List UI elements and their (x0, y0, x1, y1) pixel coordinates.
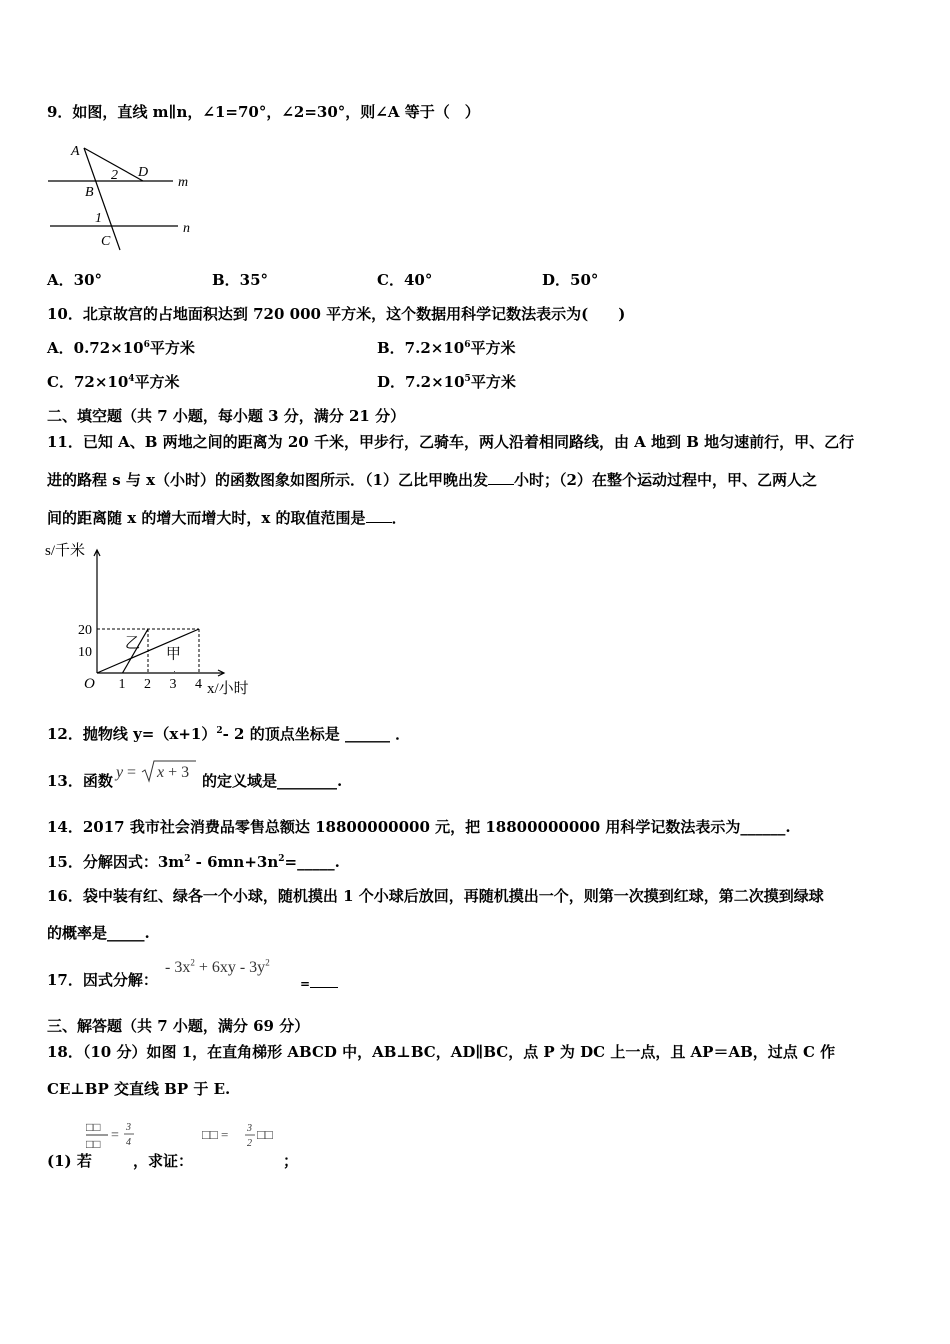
frac1-rhs-numerator: 3 (126, 1122, 131, 1133)
q16-line-2: 的概率是_____. (47, 924, 150, 942)
q18-line-1: 18．（10 分）如图 1，在直角梯形 ABCD 中，AB⊥BC，AD∥BC，点 P 为 DC 上一点，且 AP＝AB，过点 C 作 (47, 1043, 836, 1061)
q14-text: 14．2017 我市社会消费品零售总额达 18800000000 元，把 18800000000 用科学记数法表示为______. (47, 818, 791, 836)
q11-line-3: 间的距离随 x 的增大而增大时，x 的取值范围是 ． (47, 509, 407, 527)
q11-chart (40, 538, 270, 708)
label-d: D (138, 165, 149, 180)
x-tick-label-3: 3 (169, 677, 177, 692)
q18-fraction-claim (200, 1120, 290, 1150)
q10-option-d: D．$7.2\times 10^5$平方米 (377, 373, 516, 391)
q10-stem: 10．北京故宫的占地面积达到 720 000 平方米，这个数据用科学记数法表示为( ) (47, 305, 626, 323)
x-tick-label-2: 2 (144, 677, 151, 692)
series-label-jia: 甲 (165, 646, 181, 663)
x-tick-label-1: 1 (118, 677, 126, 692)
q11-line-2: 进的路程 s 与 x（小时）的函数图象如图所示．（1）乙比甲晚出发 小时；（2）在整个运动过程中，甲、乙两人之 (47, 471, 817, 489)
q11-line-1: 11．已知 A、B 两地之间的距离为 20 千米，甲步行，乙骑车，两人沿着相同路线，由 A 地到 B 地匀速前行，甲、乙行 (47, 433, 855, 451)
frac1-rhs-denominator: 4 (126, 1137, 131, 1148)
q17-formula: - $3x^2 + 6xy - 3y^2$ (165, 957, 270, 976)
q17-prefix: 17．因式分解： (47, 971, 158, 989)
q18-fraction-condition (84, 1118, 144, 1152)
origin-label: O (84, 676, 95, 692)
label-n: n (183, 221, 190, 236)
q12-text: 12．抛物线 $y=(x+1)^2-$ 2 的顶点坐标是 ______ ． (47, 725, 411, 743)
q18-part1-a: (1) 若 (47, 1152, 92, 1170)
section-3-heading: 三、解答题（共 7 小题，满分 69 分） (47, 1017, 310, 1035)
label-2: 2 (111, 168, 118, 183)
label-a: A (71, 144, 80, 159)
y-axis-label: s/千米 (45, 543, 86, 559)
q18-part1-b: ，求证： (133, 1152, 194, 1170)
q10-option-c: C．$72\times 10^4$平方米 (47, 373, 180, 391)
q13-formula-radicand: x + 3 (157, 764, 190, 781)
label-1: 1 (95, 211, 102, 226)
q13-formula-lhs: y (116, 764, 124, 781)
svg-text:=: = (111, 1128, 119, 1143)
q9-option-c: C．40° (377, 271, 433, 289)
q9-option-d: D．50° (542, 271, 599, 289)
q13-prefix: 13．函数 (47, 772, 113, 790)
y-tick-label-10: 10 (78, 645, 92, 660)
frac1-numerator: □□ (86, 1120, 101, 1134)
label-c: C (101, 234, 111, 249)
q9-option-a: A．30° (47, 271, 103, 289)
q15-text: 15．分解因式：$3m^2$ - $6mn+3n^2=\_\_\_\_\_$. (47, 853, 340, 871)
x-axis-label: x/小时 (207, 681, 249, 697)
series-label-yi: 乙 (125, 635, 141, 652)
q13-suffix: 的定义域是________. (202, 772, 343, 790)
frac2-rhs: □□ (257, 1127, 273, 1142)
frac2-lhs: □□ = (202, 1127, 229, 1142)
q9-figure (40, 138, 210, 253)
q13-formula-eq: = (127, 764, 137, 781)
label-b: B (85, 185, 94, 200)
q10-option-b: B．$7.2\times 10^6$平方米 (377, 339, 516, 357)
q13-formula (116, 758, 202, 784)
frac2-numerator: 3 (247, 1123, 252, 1134)
q16-line-1: 16．袋中装有红、绿各一个小球，随机摸出 1 个小球后放回，再随机摸出一个，则第一次摸到红球，第二次摸到绿球 (47, 887, 824, 905)
label-m: m (178, 175, 189, 190)
y-tick-label-20: 20 (78, 623, 92, 638)
frac2-denominator: 2 (247, 1138, 252, 1149)
q18-part1-c: ； (283, 1152, 299, 1170)
q17-suffix: = (300, 973, 338, 993)
q18-line-2: CE⊥BP 交直线 BP 于 E. (47, 1080, 231, 1098)
frac1-denominator: □□ (86, 1137, 101, 1151)
x-tick-dot-3: . (173, 665, 176, 674)
section-2-heading: 二、填空题（共 7 小题，每小题 3 分，满分 21 分） (47, 407, 406, 425)
x-tick-label-4: 4 (195, 677, 202, 692)
q9-stem: 9．如图，直线 m∥n，∠1=70°，∠2=30°，则∠A 等于（ ） (47, 103, 480, 121)
q9-option-b: B．35° (212, 271, 269, 289)
q10-option-a: A．$0.72\times 10^6$平方米 (47, 339, 195, 357)
